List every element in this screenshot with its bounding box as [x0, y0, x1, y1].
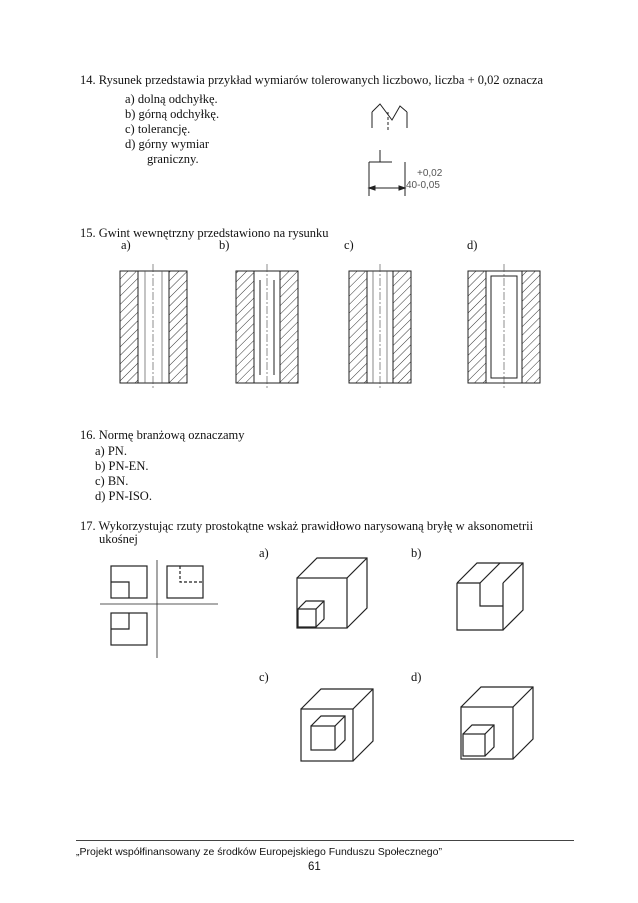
q17-cube-c — [301, 689, 373, 761]
q14-option-d[interactable]: d) górny wymiar — [125, 137, 210, 151]
footer-divider — [76, 840, 574, 841]
q16-option-d[interactable]: d) PN-ISO. — [95, 489, 152, 503]
q16-option-b[interactable]: b) PN-EN. — [95, 459, 149, 473]
q17-cube-d — [461, 687, 533, 759]
q17-cube-b — [457, 563, 523, 630]
q14-fig-upper: +0,02 — [417, 168, 443, 179]
q14-question: 14. Rysunek przedstawia przykład wymiarów tolerowanych liczbowo, liczba + 0,02 oznacza — [80, 73, 543, 87]
q17-cube-a — [297, 558, 367, 628]
q15-label-d[interactable]: d) — [467, 238, 478, 252]
q17-label-c[interactable]: c) — [259, 670, 269, 684]
q14-option-c[interactable]: c) tolerancję. — [125, 122, 191, 136]
q15-label-a[interactable]: a) — [121, 238, 131, 252]
q14-fig-lower: 40-0,05 — [406, 180, 440, 191]
q16-question: 16. Normę branżową oznaczamy — [80, 428, 245, 442]
q17-question-cont: ukośnej — [99, 532, 138, 546]
q17-label-d[interactable]: d) — [411, 670, 422, 684]
footer-text: „Projekt współfinansowany ze środków Europejskiego Funduszu Społecznego” — [76, 846, 442, 858]
q15-label-c[interactable]: c) — [344, 238, 354, 252]
q16-option-a[interactable]: a) PN. — [95, 444, 127, 458]
q17-label-a[interactable]: a) — [259, 546, 269, 560]
q14-option-d-cont: graniczny. — [147, 152, 199, 166]
q15-question: 15. Gwint wewnętrzny przedstawiono na rysunku — [80, 226, 329, 240]
q17-orthographic-views — [100, 560, 218, 658]
q16-option-c[interactable]: c) BN. — [95, 474, 129, 488]
q14-option-b[interactable]: b) górną odchyłkę. — [125, 107, 220, 121]
q14-option-a[interactable]: a) dolną odchyłkę. — [125, 92, 218, 106]
q17-label-b[interactable]: b) — [411, 546, 422, 560]
page-number: 61 — [308, 861, 321, 873]
q17-question: 17. Wykorzystując rzuty prostokątne wskaż prawidłowo narysowaną bryłę w aksonometrii — [80, 519, 534, 533]
q15-label-b[interactable]: b) — [219, 238, 230, 252]
